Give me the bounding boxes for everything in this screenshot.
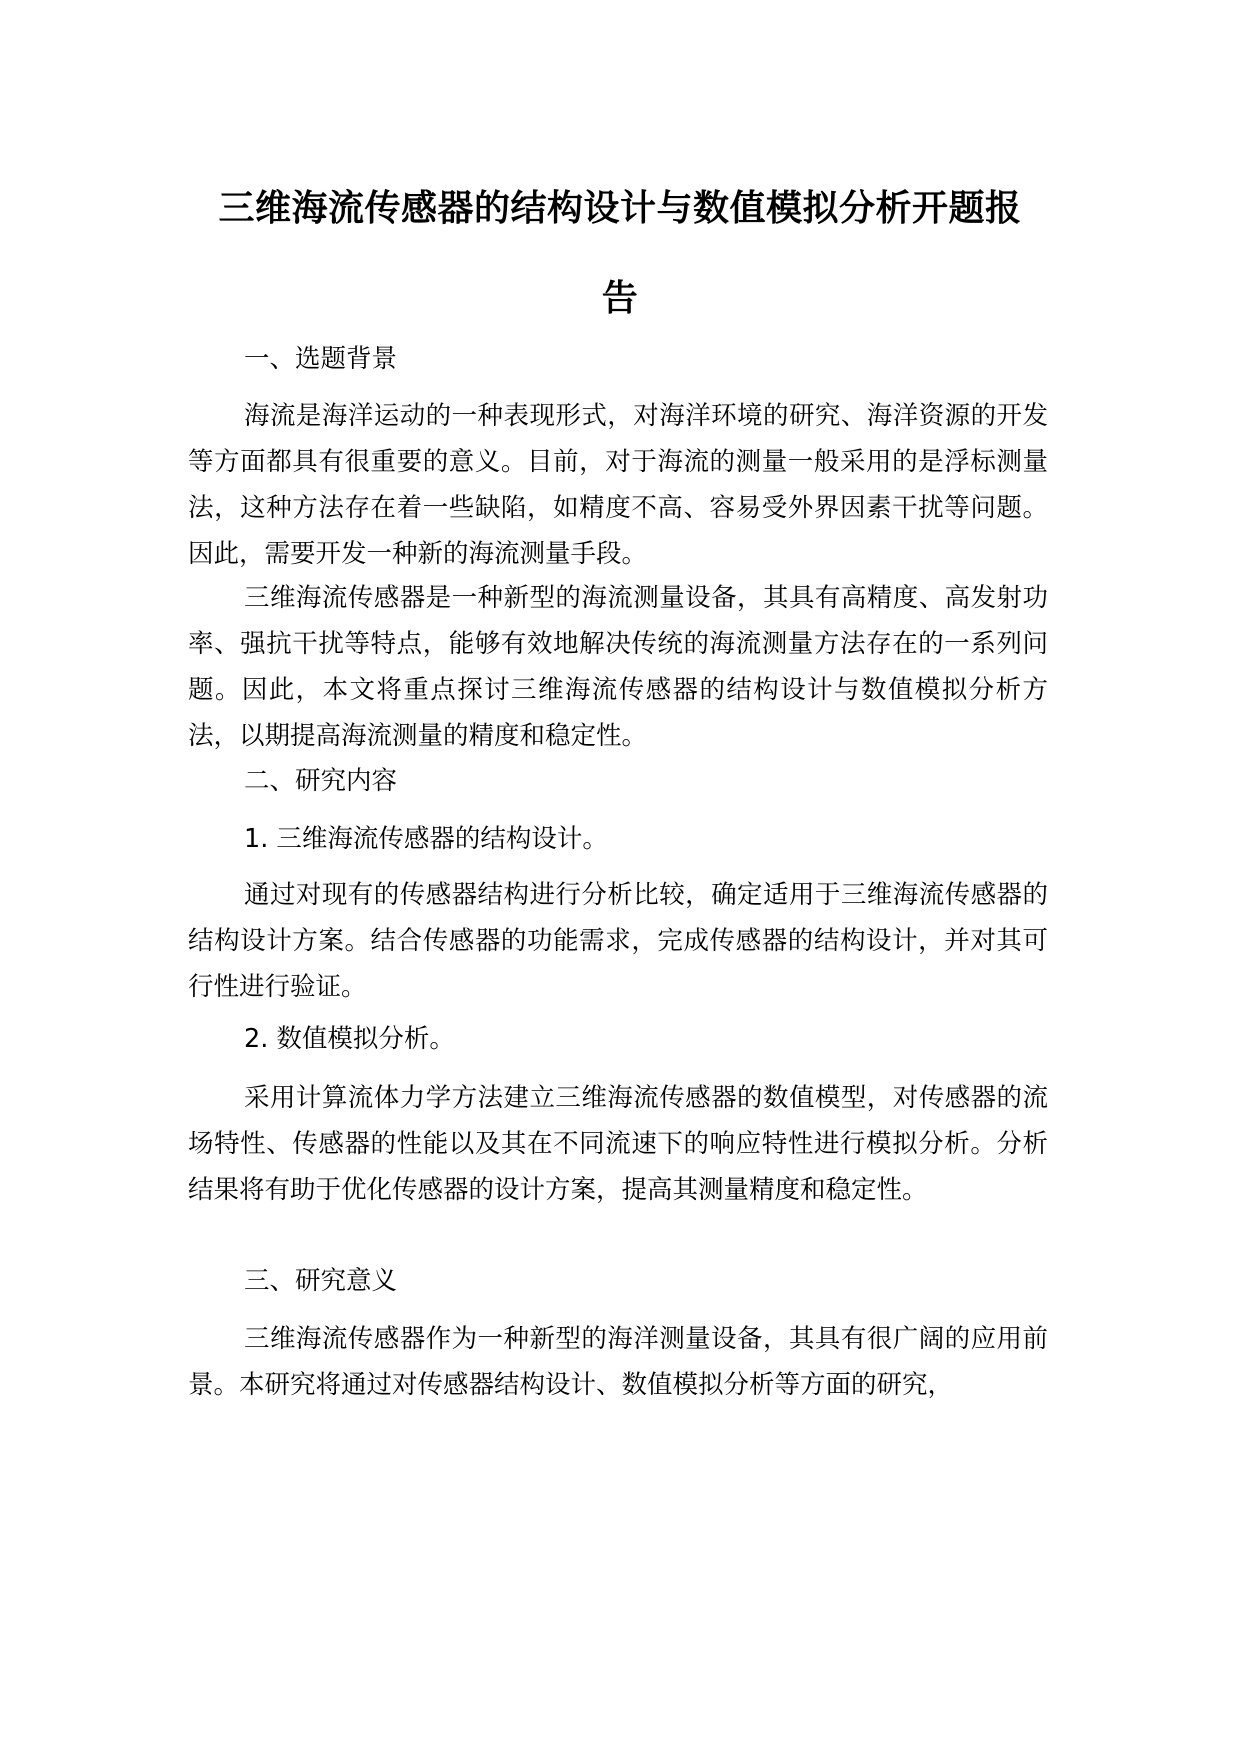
section-1-heading: 一、选题背景 — [244, 344, 398, 374]
item-1-paragraph: 通过对现有的传感器结构进行分析比较，确定适用于三维海流传感器的结构设计方案。结合传感器的功能需求，完成传感器的结构设计，并对其可行性进行验证。 — [188, 880, 1048, 1002]
document-title-line-2: 告 — [601, 278, 639, 319]
item-1-heading: 1. 三维海流传感器的结构设计。 — [244, 824, 608, 854]
item-2-heading: 2. 数值模拟分析。 — [244, 1024, 455, 1054]
section-3-paragraph: 三维海流传感器作为一种新型的海洋测量设备，其具有很广阔的应用前景。本研究将通过对传感器结构设计、数值模拟分析等方面的研究， — [188, 1324, 1048, 1400]
section-2-heading: 二、研究内容 — [244, 766, 398, 796]
section-1-paragraph-1: 海流是海洋运动的一种表现形式，对海洋环境的研究、海洋资源的开发等方面都具有很重要的意义。目前，对于海流的测量一般采用的是浮标测量法，这种方法存在着一些缺陷，如精度不高、容易受外界因素干扰等问题。因此，需要开发一种新的海流测量手段。 — [188, 401, 1048, 569]
section-3-heading: 三、研究意义 — [244, 1266, 398, 1296]
section-1-paragraph-2: 三维海流传感器是一种新型的海流测量设备，其具有高精度、高发射功率、强抗干扰等特点，能够有效地解决传统的海流测量方法存在的一系列问题。因此，本文将重点探讨三维海流传感器的结构设计与数值模拟分析方法，以期提高海流测量的精度和稳定性。 — [188, 583, 1048, 751]
document-title-line-1: 三维海流传感器的结构设计与数值模拟分析开题报 — [218, 188, 1022, 229]
item-2-paragraph: 采用计算流体力学方法建立三维海流传感器的数值模型，对传感器的流场特性、传感器的性能以及其在不同流速下的响应特性进行模拟分析。分析结果将有助于优化传感器的设计方案，提高其测量精度和稳定性。 — [188, 1083, 1048, 1205]
